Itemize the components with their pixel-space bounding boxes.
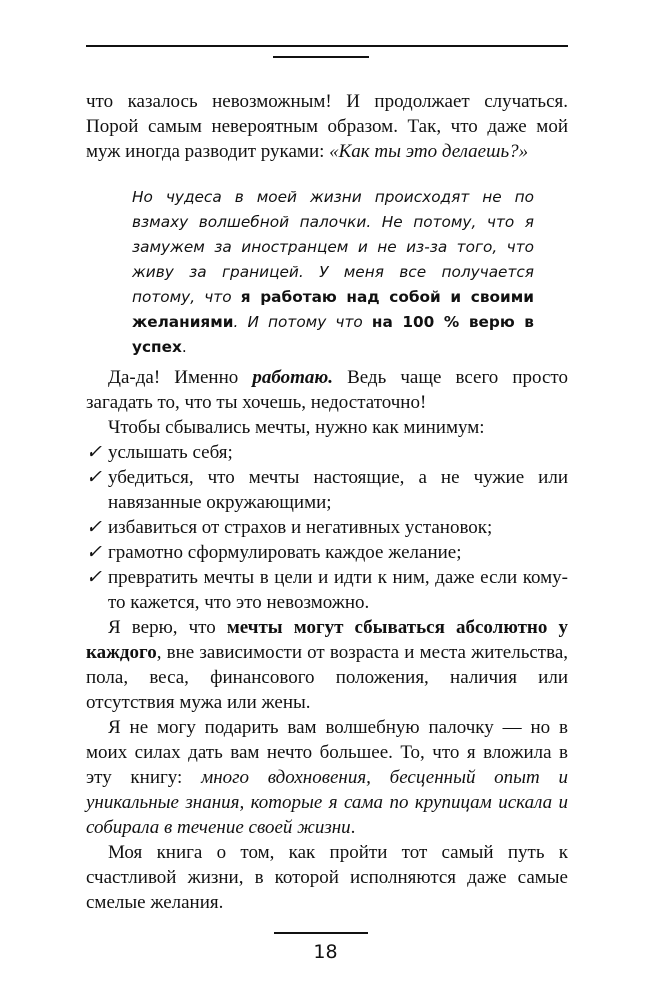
paragraph-2-start: Да-да! Именно bbox=[108, 367, 253, 388]
check-icon: ✓ bbox=[86, 542, 102, 563]
callout-block bbox=[132, 185, 534, 360]
page-number: 18 bbox=[313, 941, 338, 963]
checklist bbox=[86, 440, 568, 615]
paragraph-4: Я не могу подарить вам волшебную палочку — но в моих силах дать вам нечто большее. То, что я вложила в эту книгу: много вдохновения, бесценный опыт и уникальные знания, которые я сама по крупицам искала и собирала в течение своей жизни. bbox=[86, 717, 568, 838]
paragraph-5: Моя книга о том, как пройти тот самый путь к счастливой жизни, в которой исполняются даже самые смелые желания. bbox=[86, 842, 568, 913]
check-icon: ✓ bbox=[86, 517, 102, 538]
checklist-item: ✓ избавиться от страхов и негативных установок; bbox=[86, 517, 493, 538]
paragraph-2 bbox=[86, 365, 568, 415]
header-rule-short bbox=[273, 56, 369, 58]
checklist-item: ✓ убедиться, что мечты настоящие, а не чужие или навязанные окружающими; bbox=[86, 467, 568, 513]
paragraph-2-emphasis: работаю. bbox=[252, 367, 333, 388]
paragraph-2-rest: Ведь чаще всего просто загадать то, что ты хочешь, недостаточно! bbox=[86, 367, 568, 413]
paragraph-3-bold: мечты могут сбываться абсолютно у каждого bbox=[86, 617, 568, 663]
check-icon: ✓ bbox=[86, 442, 102, 463]
callout-text-1: Но чудеса в моей жизни происходят не по взмаху волшебной палочки. Не потому, что я замужем за иностранцем и не из-за того, что живу за границей. У меня все получается потому, что bbox=[132, 188, 534, 306]
paragraph-2-block bbox=[86, 365, 568, 915]
list-intro: Чтобы сбывались мечты, нужно как минимум: bbox=[108, 417, 485, 438]
paragraph-1-quote: «Как ты это делаешь?» bbox=[329, 141, 529, 162]
paragraph-1 bbox=[86, 89, 568, 164]
footer-rule bbox=[274, 932, 368, 934]
callout-bold-1: я работаю над собой и своими желаниями bbox=[132, 288, 534, 331]
checklist-item: ✓ услышать себя; bbox=[86, 442, 233, 463]
checklist-item: ✓ превратить мечты в цели и идти к ним, даже если кому-то кажется, что это невозможно. bbox=[86, 567, 568, 613]
header-rule bbox=[86, 45, 568, 47]
paragraph-1-text: что казалось невозможным! И продолжает случаться. Порой самым невероятным образом. Так, что даже мой муж иногда разводит руками: bbox=[86, 91, 568, 162]
callout-text-2: . И потому что bbox=[233, 313, 372, 331]
callout-end: . bbox=[181, 338, 187, 356]
checklist-item: ✓ грамотно сформулировать каждое желание; bbox=[86, 542, 462, 563]
check-icon: ✓ bbox=[86, 567, 102, 588]
paragraph-3: Я верю, что мечты могут сбываться абсолютно у каждого, вне зависимости от возраста и места жительства, пола, веса, финансового положения, наличия или отсутствия мужа или жены. bbox=[86, 617, 568, 713]
paragraph-4-italic: много вдохновения, бесценный опыт и уникальные знания, которые я сама по крупицам искала и собирала в течение своей жизни bbox=[86, 767, 568, 838]
check-icon: ✓ bbox=[86, 467, 102, 488]
callout-bold-2: на 100 % верю в успех bbox=[132, 313, 534, 356]
